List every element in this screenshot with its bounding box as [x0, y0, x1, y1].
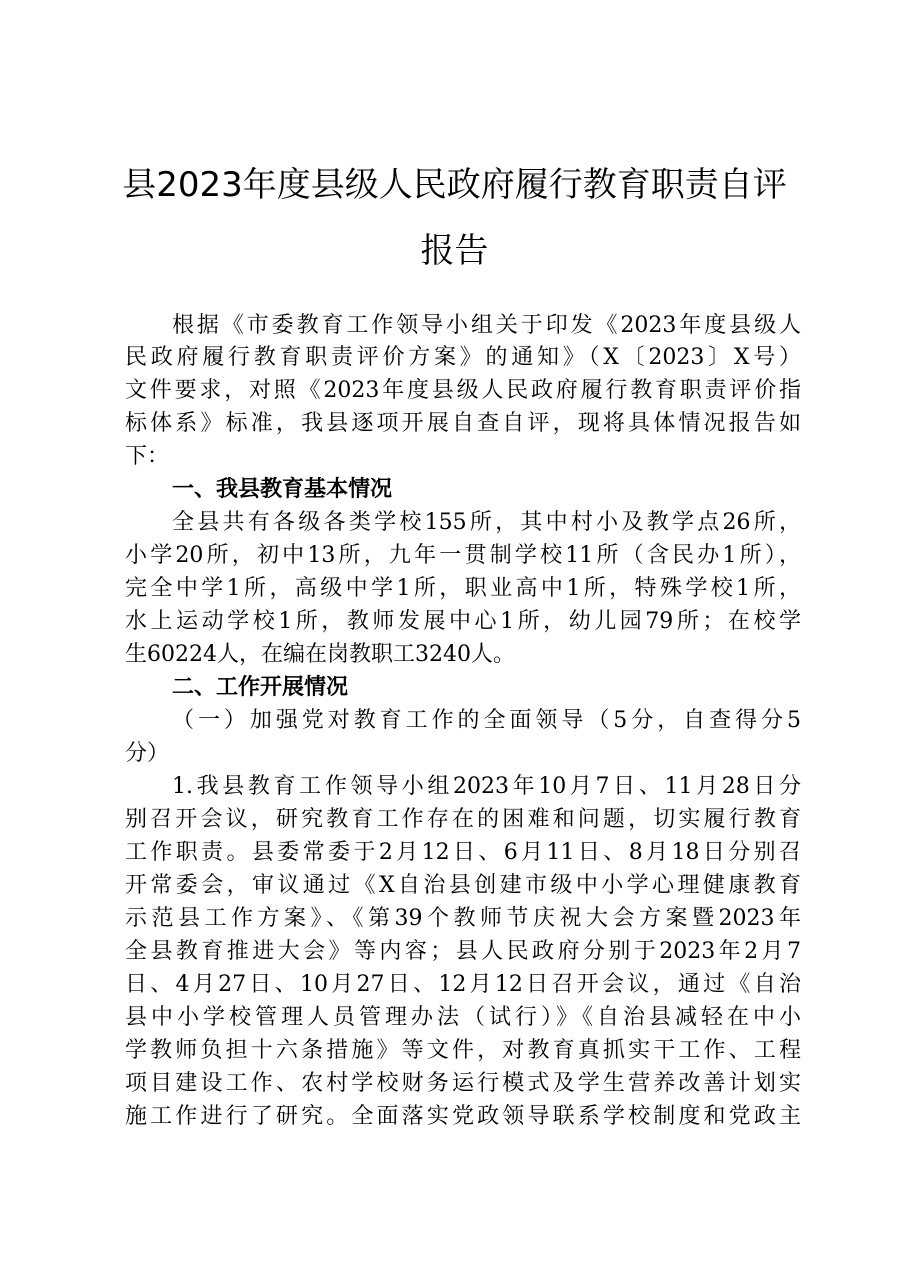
paragraph-line: 别召开会议，研究教育工作存在的困难和问题，切实履行教育	[125, 807, 801, 832]
subsection-heading-line: （一）加强党对教育工作的全面领导（5分，自查得分5	[172, 708, 801, 733]
intro-line: 民政府履行教育职责评价方案》的通知》（X〔2023〕X号）	[125, 345, 801, 370]
paragraph-line: 开常委会，审议通过《X自治县创建市级中小学心理健康教育	[125, 873, 801, 898]
intro-line: 文件要求，对照《2023年度县级人民政府履行教育职责评价指	[125, 378, 801, 403]
section1-line: 水上运动学校1所，教师发展中心1所，幼儿园79所；在校学	[125, 609, 801, 634]
paragraph-line: 全县教育推进大会》等内容；县人民政府分别于2023年2月7	[125, 939, 801, 964]
paragraph-line: 县中小学校管理人员管理办法（试行）》《自治县减轻在中小	[125, 1005, 801, 1030]
paragraph-line: 项目建设工作、农村学校财务运行模式及学生营养改善计划实	[125, 1071, 801, 1096]
section1-line: 小学20所，初中13所，九年一贯制学校11所（含民办1所），	[125, 543, 801, 568]
document-title-line-2: 报告	[420, 231, 489, 271]
subsection-heading-line: 分）	[125, 741, 170, 766]
intro-line: 下：	[125, 444, 170, 469]
intro-line: 标体系》标准，我县逐项开展自查自评，现将具体情况报告如	[125, 411, 801, 436]
section1-line: 生60224人，在编在岗教职工3240人。	[125, 642, 515, 667]
paragraph-line: 工作职责。县委常委于2月12日、6月11日、8月18日分别召	[125, 840, 801, 865]
paragraph-line: 1.我县教育工作领导小组2023年10月7日、11月28日分	[172, 774, 801, 799]
paragraph-line: 示范县工作方案》、《第39个教师节庆祝大会方案暨2023年	[125, 906, 801, 931]
section1-line: 全县共有各级各类学校155所，其中村小及教学点26所，	[172, 510, 801, 535]
document-title-line-1: 县2023年度县级人民政府履行教育职责自评	[122, 165, 787, 205]
paragraph-line: 学教师负担十六条措施》等文件，对教育真抓实干工作、工程	[125, 1038, 801, 1063]
section-heading: 二、工作开展情况	[172, 675, 349, 700]
paragraph-line: 日、4月27日、10月27日、12月12日召开会议，通过《自治	[125, 972, 801, 997]
section-heading: 一、我县教育基本情况	[172, 477, 393, 502]
section1-line: 完全中学1所，高级中学1所，职业高中1所，特殊学校1所，	[125, 576, 801, 601]
intro-line: 根据《市委教育工作领导小组关于印发《2023年度县级人	[172, 313, 801, 338]
paragraph-line: 施工作进行了研究。全面落实党政领导联系学校制度和党政主	[125, 1104, 801, 1129]
